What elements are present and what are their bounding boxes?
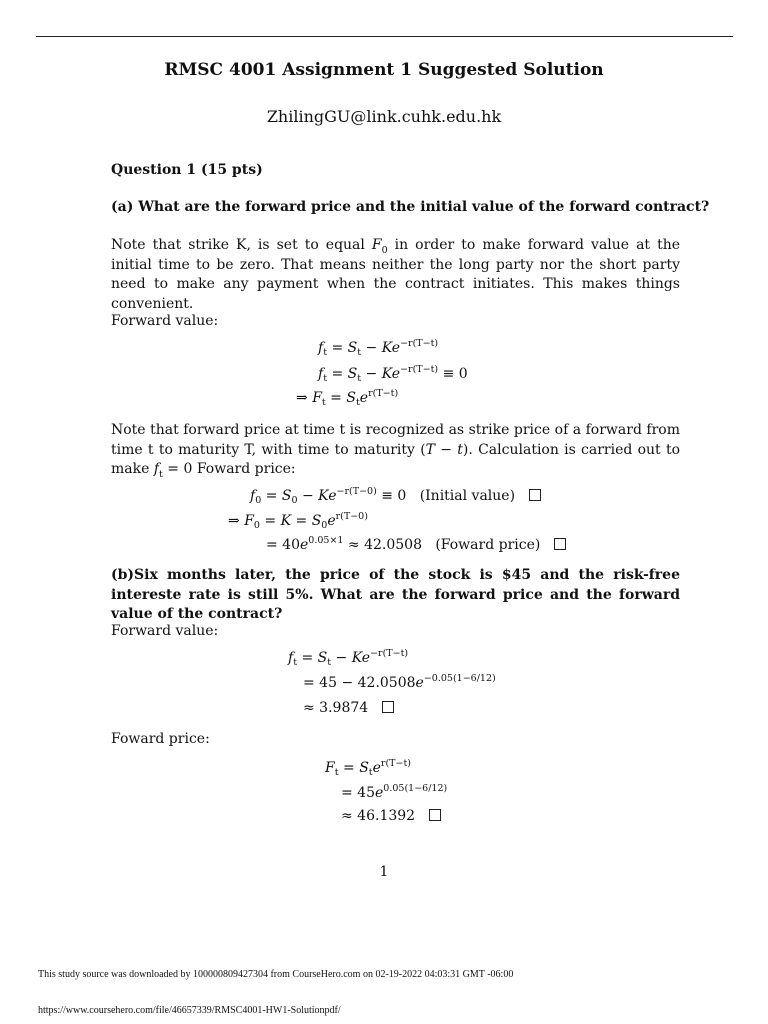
header-rule (36, 36, 733, 37)
part-a-intro: Note that strike K, is set to equal $F_0$ in order to make forward value at the initial time to be zero. That means neither the long party nor the short party need to make any payment when the contract initiates. This makes things convenient. (111, 237, 680, 312)
equation-a3: ⇒ $F_t = S_te^{r(T-t)}$ (296, 388, 399, 408)
equation-b3: ≈ 3.9874 (303, 700, 394, 716)
equation-a4: $f_0 = S_0 - Ke^{-r(T-0)} \equiv 0$ (Initial value) (250, 488, 541, 504)
equation-b4: $F_t = S_te^{r(T-t)}$ (325, 758, 411, 778)
equation-a1: $f_t = S_t - Ke^{-r(T-t)}$ (318, 338, 439, 358)
qed-box-icon (429, 809, 441, 821)
initial-value-tag: (Initial value) (419, 488, 516, 504)
equation-b2: = $45 - 42.0508e^{-0.05(1-6/12)}$ (303, 673, 496, 691)
author-email: ZhilingGU@link.cuhk.edu.hk (266, 107, 502, 126)
download-notice: This study source was downloaded by 100000809427304 from CourseHero.com on 02-19-2022 04:03:31 GMT -06:00 (38, 969, 514, 980)
equation-b6: ≈ 46.1392 (341, 808, 441, 824)
part-a-note: Note that forward price at time t is recognized as strike price of a forward from time t to maturity T, with time to maturity (T − t). Calculation is carried out to make $f_t = 0$ Foward price: (111, 422, 680, 480)
equation-b1: $f_t = S_t - Ke^{-r(T-t)}$ (288, 648, 409, 668)
equation-b5: = $45e^{0.05(1-6/12)}$ (341, 783, 448, 801)
qed-box-icon (529, 489, 541, 501)
question-heading: Question 1 (15 pts) (111, 162, 263, 178)
source-url-link[interactable]: https://www.coursehero.com/file/46657339/RMSC4001-HW1-Solutionpdf/ (38, 1005, 341, 1016)
forward-price-tag: (Foward price) (435, 537, 541, 553)
equation-a5: ⇒ $F_0 = K = S_0e^{r(T-0)}$ (228, 511, 368, 531)
forward-price-label-b: Foward price: (111, 731, 210, 747)
forward-value-label-b: Forward value: (111, 623, 219, 639)
document-title: RMSC 4001 Assignment 1 Suggested Solution (164, 60, 604, 80)
forward-value-label-a: Forward value: (111, 313, 219, 329)
part-b-heading: (b)Six months later, the price of the stock is $45 and the risk-free intereste rate is still 5%. What are the forward price and the forward value of the contract? (111, 567, 680, 622)
page-number: 1 (379, 864, 389, 880)
equation-a6: = $40e^{0.05\times 1} \approx 42.0508$ (Foward price) (266, 537, 566, 553)
qed-box-icon (382, 701, 394, 713)
part-a-heading: (a) What are the forward price and the initial value of the forward contract? (111, 199, 710, 215)
qed-box-icon (554, 538, 566, 550)
equation-a2: $f_t = S_t - Ke^{-r(T-t)} \equiv 0$ (318, 364, 468, 384)
